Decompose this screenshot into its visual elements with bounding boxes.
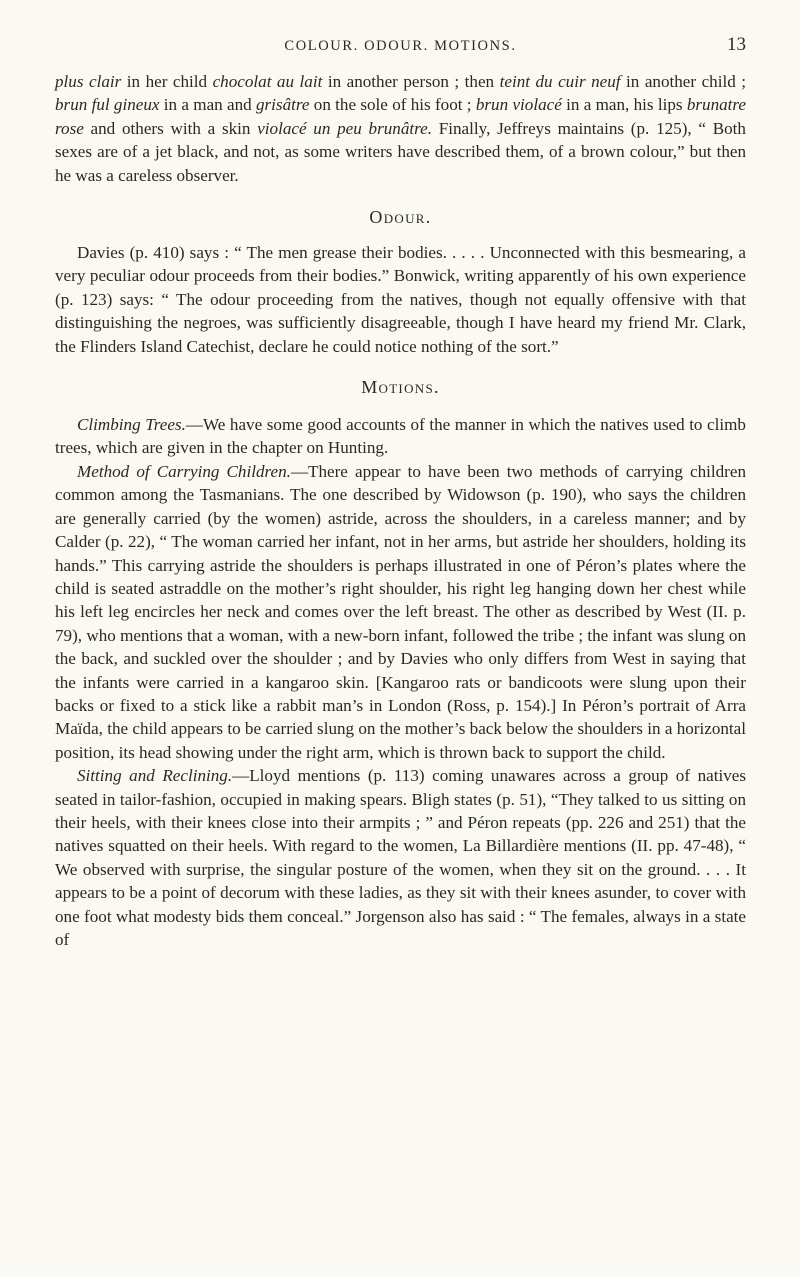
text-run: on the sole of his foot ; xyxy=(309,95,476,115)
french-term: brunatre rose xyxy=(55,95,747,138)
paragraph-text: —We have some good accounts of the manner in which the natives used to climb trees, which are given in the chapter on Hunting. xyxy=(55,415,746,458)
running-head xyxy=(55,34,746,60)
french-term: brun violacé xyxy=(475,95,562,115)
page-number: 13 xyxy=(727,34,746,55)
carrying-paragraph xyxy=(55,460,746,764)
text-run: in a man and xyxy=(159,95,256,115)
text-run: in another person ; then xyxy=(322,72,500,91)
motions-heading: Motions. xyxy=(361,377,440,398)
sitting-paragraph xyxy=(55,764,746,951)
running-title: COLOUR. ODOUR. MOTIONS. xyxy=(284,38,517,54)
odour-paragraph: Davies (p. 410) says : “ The men grease their bodies. . . . . Unconnected with this besmearing, a very peculiar odour proceeds from their bodies.” Bonwick, writing apparently of his own experience (p. 123) says: “ The odour proceeding from the natives, though not equally offensive with that distinguishing the negroes, was sufficiently disagreeable, though I have heard my friend Mr. Clark, the Flinders Island Catechist, declare he could notice nothing of the sort.” xyxy=(55,243,746,356)
text-run: in her child xyxy=(121,72,213,91)
text-run: in another child ; xyxy=(620,72,747,91)
subsection-title: Method of Carrying Children. xyxy=(77,461,291,481)
climbing-paragraph xyxy=(55,413,746,460)
french-term: brun ful gineux xyxy=(55,95,160,115)
french-term: chocolat au lait xyxy=(212,72,323,91)
french-term: teint du cuir neuf xyxy=(499,72,621,91)
text-run: in a man, his lips xyxy=(561,95,687,115)
text-run: and others with a skin xyxy=(83,118,258,138)
french-term: violacé un peu brunâtre. xyxy=(257,118,432,138)
text-run: Finally, Jeffreys maintains (p. 125), “ Both sexes are of a jet black, and not, as some writers have described them, of a brown colour,” but then he was a careless observer. xyxy=(55,118,746,185)
colour-continued-paragraph xyxy=(55,70,746,187)
french-term: plus clair xyxy=(55,72,122,91)
french-term: grisâtre xyxy=(255,95,310,115)
paragraph-text: —There appear to have been two methods of carrying children common among the Tasmanians. The one described by Widowson (p. 190), who says the children are generally carried (by the women) astride, across the shoulders, in a careless manner; and by Calder (p. 22), “ The woman carried her infant, not in her arms, but astride her shoulders, holding its hands.” This carrying astride the shoulders is perhaps illustrated in one of Péron’s plates where the child is seated astraddle on the mother’s right shoulder, his right leg hanging down her chest while his left leg encircles her neck and comes over the left breast. The other as described by West (II. p. 79), who mentions that a woman, with a new-born infant, followed the tribe ; the infant was slung on the back, and suckled over the shoulder ; and by Davies who only differs from West in saying that the infants were carried in a kangaroo skin. [Kangaroo rats or bandicoots were slung upon their backs or fixed to a stick like a rabbit man’s in London (Ross, p. 154).] In Péron’s portrait of Arra Maïda, the child appears to be carried slung on the mother’s back below the shoulders in a horizontal position, its head showing under the right arm, which is thrown back to support the child. xyxy=(55,461,746,762)
subsection-title: Sitting and Reclining. xyxy=(77,766,233,786)
subsection-title: Climbing Trees. xyxy=(77,415,186,435)
odour-heading: Odour. xyxy=(369,207,432,228)
paragraph-text: —Lloyd mentions (p. 113) coming unawares across a group of natives seated in tailor-fashion, occupied in making spears. Bligh states (p. 51), “They talked to us sitting on their heels, with their knees close into their armpits ; ” and Péron repeats (pp. 226 and 251) that the natives squatted on their heels. With regard to the women, La Billardière mentions (II. pp. 47-48), “ We observed with surprise, the singular posture of the women, when they sit on the ground. . . . It appears to be a point of decorum with these ladies, as they sit with their knees asunder, to cover with one foot what modesty bids them conceal.” Jorgenson also has said : “ The females, always in a state of xyxy=(55,766,746,949)
page-body xyxy=(55,70,746,951)
